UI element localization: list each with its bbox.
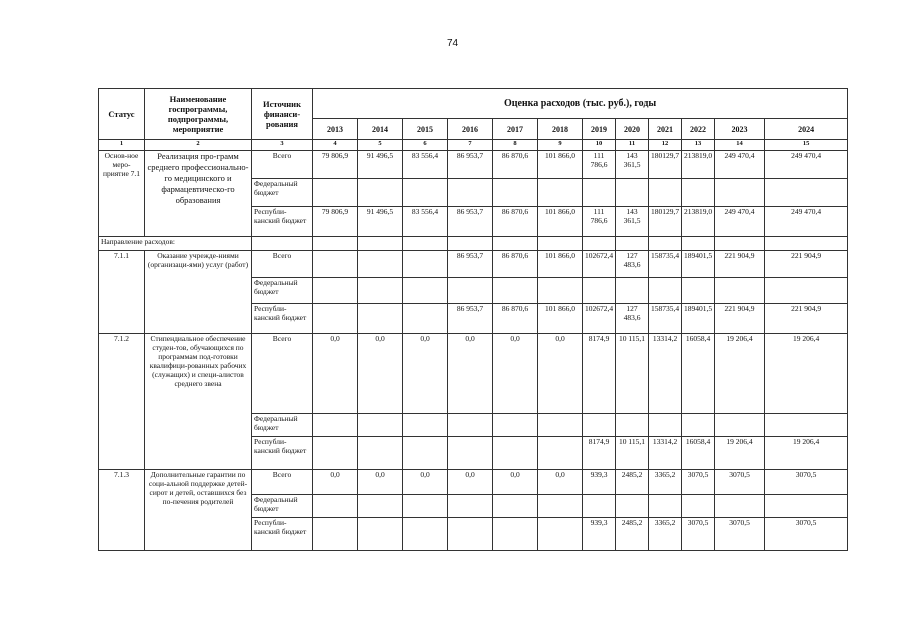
value-cell (583, 179, 616, 207)
value-cell (765, 179, 848, 207)
value-cell: 91 496,5 (358, 207, 403, 237)
empty-cell (715, 237, 765, 251)
value-cell (448, 179, 493, 207)
value-cell: 0,0 (358, 470, 403, 495)
table-row (99, 334, 848, 414)
value-cell (313, 437, 358, 470)
empty-cell (403, 237, 448, 251)
value-cell: 101 866,0 (538, 304, 583, 334)
value-cell: 10 115,1 (616, 334, 649, 414)
row-name: Дополнительные гарантии по соци-альной поддержке детей-сирот и детей, оставшихся без по-печения родителей (145, 470, 252, 551)
value-cell: 221 904,9 (715, 304, 765, 334)
direction-label: Направление расходов: (99, 237, 252, 251)
value-cell: 0,0 (448, 470, 493, 495)
empty-cell (616, 237, 649, 251)
column-number: 6 (403, 140, 448, 151)
value-cell (358, 251, 403, 278)
empty-cell (252, 237, 313, 251)
value-cell: 86 870,6 (493, 151, 538, 179)
value-cell: 939,3 (583, 518, 616, 551)
value-cell (493, 495, 538, 518)
value-cell: 2485,2 (616, 470, 649, 495)
value-cell (765, 414, 848, 437)
row-status: 7.1.2 (99, 334, 145, 470)
column-number: 4 (313, 140, 358, 151)
year-header: 2014 (358, 119, 403, 140)
value-cell: 8174,9 (583, 437, 616, 470)
value-cell (403, 251, 448, 278)
column-number: 9 (538, 140, 583, 151)
row-status: 7.1.3 (99, 470, 145, 551)
column-number: 15 (765, 140, 848, 151)
year-header: 2020 (616, 119, 649, 140)
row-source: Федеральный бюджет (252, 495, 313, 518)
column-number: 3 (252, 140, 313, 151)
column-number: 11 (616, 140, 649, 151)
table-row (99, 151, 848, 179)
value-cell: 0,0 (493, 470, 538, 495)
value-cell (538, 437, 583, 470)
value-cell: 158735,4 (649, 251, 682, 278)
value-cell: 213819,0 (682, 207, 715, 237)
value-cell: 143 361,5 (616, 151, 649, 179)
value-cell (313, 414, 358, 437)
value-cell: 221 904,9 (765, 251, 848, 278)
value-cell: 3070,5 (765, 518, 848, 551)
value-cell (403, 437, 448, 470)
value-cell: 86 870,6 (493, 251, 538, 278)
value-cell (358, 278, 403, 304)
page-number: 74 (446, 38, 459, 49)
value-cell (538, 518, 583, 551)
value-cell: 180129,7 (649, 151, 682, 179)
column-number: 10 (583, 140, 616, 151)
value-cell: 0,0 (493, 334, 538, 414)
value-cell: 101 866,0 (538, 151, 583, 179)
value-cell: 10 115,1 (616, 437, 649, 470)
value-cell: 0,0 (313, 470, 358, 495)
value-cell (358, 495, 403, 518)
value-cell (765, 278, 848, 304)
value-cell: 213819,0 (682, 151, 715, 179)
value-cell: 19 206,4 (715, 334, 765, 414)
value-cell: 249 470,4 (765, 151, 848, 179)
value-cell: 86 870,6 (493, 304, 538, 334)
year-header: 2023 (715, 119, 765, 140)
value-cell: 0,0 (358, 334, 403, 414)
value-cell (583, 278, 616, 304)
value-cell (448, 278, 493, 304)
value-cell (313, 179, 358, 207)
row-source: Федеральный бюджет (252, 179, 313, 207)
value-cell (403, 414, 448, 437)
value-cell (403, 495, 448, 518)
row-source: Республи-канский бюджет (252, 304, 313, 334)
empty-cell (682, 237, 715, 251)
value-cell: 221 904,9 (765, 304, 848, 334)
value-cell (682, 495, 715, 518)
value-cell: 0,0 (403, 470, 448, 495)
value-cell: 3070,5 (682, 518, 715, 551)
value-cell: 143 361,5 (616, 207, 649, 237)
value-cell (649, 495, 682, 518)
value-cell: 19 206,4 (715, 437, 765, 470)
row-status: Основ-ное меро-приятие 7.1 (99, 151, 145, 237)
value-cell (616, 414, 649, 437)
empty-cell (765, 237, 848, 251)
value-cell: 101 866,0 (538, 207, 583, 237)
value-cell (649, 414, 682, 437)
value-cell: 3365,2 (649, 470, 682, 495)
year-header: 2013 (313, 119, 358, 140)
value-cell: 79 806,9 (313, 207, 358, 237)
year-header: 2021 (649, 119, 682, 140)
value-cell (715, 414, 765, 437)
value-cell (448, 518, 493, 551)
value-cell (493, 179, 538, 207)
row-source: Республи-канский бюджет (252, 518, 313, 551)
value-cell: 127 483,6 (616, 304, 649, 334)
value-cell (715, 278, 765, 304)
value-cell (616, 495, 649, 518)
value-cell (682, 278, 715, 304)
header-name: Наименование госпрограммы, подпрограммы, мероприятие (145, 89, 252, 140)
empty-cell (649, 237, 682, 251)
value-cell: 939,3 (583, 470, 616, 495)
value-cell (313, 518, 358, 551)
empty-cell (448, 237, 493, 251)
value-cell (493, 518, 538, 551)
value-cell (493, 437, 538, 470)
value-cell: 158735,4 (649, 304, 682, 334)
empty-cell (538, 237, 583, 251)
row-source: Всего (252, 251, 313, 278)
year-header: 2016 (448, 119, 493, 140)
value-cell (358, 414, 403, 437)
value-cell: 13314,2 (649, 437, 682, 470)
value-cell: 79 806,9 (313, 151, 358, 179)
value-cell (583, 414, 616, 437)
header-estimate: Оценка расходов (тыс. руб.), годы (313, 89, 848, 119)
value-cell (682, 414, 715, 437)
value-cell (358, 518, 403, 551)
value-cell: 83 556,4 (403, 207, 448, 237)
year-header: 2017 (493, 119, 538, 140)
value-cell (538, 495, 583, 518)
value-cell (715, 495, 765, 518)
empty-cell (583, 237, 616, 251)
value-cell: 111 786,6 (583, 151, 616, 179)
value-cell (358, 304, 403, 334)
value-cell (313, 304, 358, 334)
value-cell: 102672,4 (583, 251, 616, 278)
value-cell (358, 437, 403, 470)
value-cell: 3070,5 (715, 470, 765, 495)
column-number: 2 (145, 140, 252, 151)
table-row (99, 470, 848, 495)
column-number: 7 (448, 140, 493, 151)
value-cell: 0,0 (313, 334, 358, 414)
column-number: 1 (99, 140, 145, 151)
value-cell (682, 179, 715, 207)
table-row (99, 251, 848, 278)
value-cell: 249 470,4 (715, 207, 765, 237)
value-cell (538, 278, 583, 304)
empty-cell (493, 237, 538, 251)
empty-cell (313, 237, 358, 251)
value-cell: 16058,4 (682, 437, 715, 470)
value-cell (649, 278, 682, 304)
value-cell (448, 414, 493, 437)
value-cell: 101 866,0 (538, 251, 583, 278)
budget-table (98, 88, 848, 551)
value-cell (765, 495, 848, 518)
value-cell (583, 495, 616, 518)
row-source: Республи-канский бюджет (252, 437, 313, 470)
column-number: 12 (649, 140, 682, 151)
value-cell: 127 483,6 (616, 251, 649, 278)
value-cell: 102672,4 (583, 304, 616, 334)
value-cell (403, 518, 448, 551)
column-number: 13 (682, 140, 715, 151)
row-name: Оказание учрежде-ниями (организаци-ями) услуг (работ) (145, 251, 252, 334)
value-cell: 189401,5 (682, 304, 715, 334)
value-cell: 3365,2 (649, 518, 682, 551)
value-cell: 16058,4 (682, 334, 715, 414)
value-cell (616, 179, 649, 207)
value-cell (538, 179, 583, 207)
value-cell: 0,0 (403, 334, 448, 414)
value-cell: 8174,9 (583, 334, 616, 414)
value-cell: 0,0 (538, 334, 583, 414)
row-source: Всего (252, 151, 313, 179)
value-cell (649, 179, 682, 207)
value-cell: 19 206,4 (765, 334, 848, 414)
direction-row (99, 237, 848, 251)
value-cell: 0,0 (448, 334, 493, 414)
year-header: 2024 (765, 119, 848, 140)
value-cell (358, 179, 403, 207)
value-cell: 86 953,7 (448, 251, 493, 278)
value-cell: 83 556,4 (403, 151, 448, 179)
value-cell: 86 953,7 (448, 304, 493, 334)
row-source: Всего (252, 334, 313, 414)
header-status: Статус (99, 89, 145, 140)
column-number: 5 (358, 140, 403, 151)
row-source: Федеральный бюджет (252, 278, 313, 304)
value-cell: 0,0 (538, 470, 583, 495)
value-cell: 249 470,4 (715, 151, 765, 179)
value-cell: 86 870,6 (493, 207, 538, 237)
value-cell (493, 278, 538, 304)
value-cell (403, 304, 448, 334)
value-cell (313, 278, 358, 304)
value-cell (493, 414, 538, 437)
empty-cell (358, 237, 403, 251)
value-cell: 2485,2 (616, 518, 649, 551)
value-cell (448, 437, 493, 470)
row-source: Республи-канский бюджет (252, 207, 313, 237)
row-name: Стипендиальное обеспечение студен-тов, обучающихся по программам под-готовки квалифици-рованных рабочих (служащих) и специ-алистов среднего звена (145, 334, 252, 470)
value-cell: 3070,5 (765, 470, 848, 495)
year-header: 2018 (538, 119, 583, 140)
value-cell: 221 904,9 (715, 251, 765, 278)
value-cell (403, 278, 448, 304)
column-number: 8 (493, 140, 538, 151)
row-source: Федеральный бюджет (252, 414, 313, 437)
row-source: Всего (252, 470, 313, 495)
header-source: Источник финанси-рования (252, 89, 313, 140)
value-cell (448, 495, 493, 518)
value-cell: 86 953,7 (448, 151, 493, 179)
value-cell: 91 496,5 (358, 151, 403, 179)
value-cell: 189401,5 (682, 251, 715, 278)
value-cell: 111 786,6 (583, 207, 616, 237)
value-cell (313, 251, 358, 278)
year-header: 2019 (583, 119, 616, 140)
value-cell: 3070,5 (715, 518, 765, 551)
row-name: Реализация про-грамм среднего профессионально-го медицинского и фармацевтическо-го образования (145, 151, 252, 237)
year-header: 2015 (403, 119, 448, 140)
column-number: 14 (715, 140, 765, 151)
value-cell (538, 414, 583, 437)
value-cell (715, 179, 765, 207)
value-cell: 86 953,7 (448, 207, 493, 237)
value-cell: 3070,5 (682, 470, 715, 495)
value-cell: 13314,2 (649, 334, 682, 414)
value-cell (313, 495, 358, 518)
value-cell (616, 278, 649, 304)
value-cell: 180129,7 (649, 207, 682, 237)
year-header: 2022 (682, 119, 715, 140)
value-cell (403, 179, 448, 207)
value-cell: 19 206,4 (765, 437, 848, 470)
row-status: 7.1.1 (99, 251, 145, 334)
value-cell: 249 470,4 (765, 207, 848, 237)
